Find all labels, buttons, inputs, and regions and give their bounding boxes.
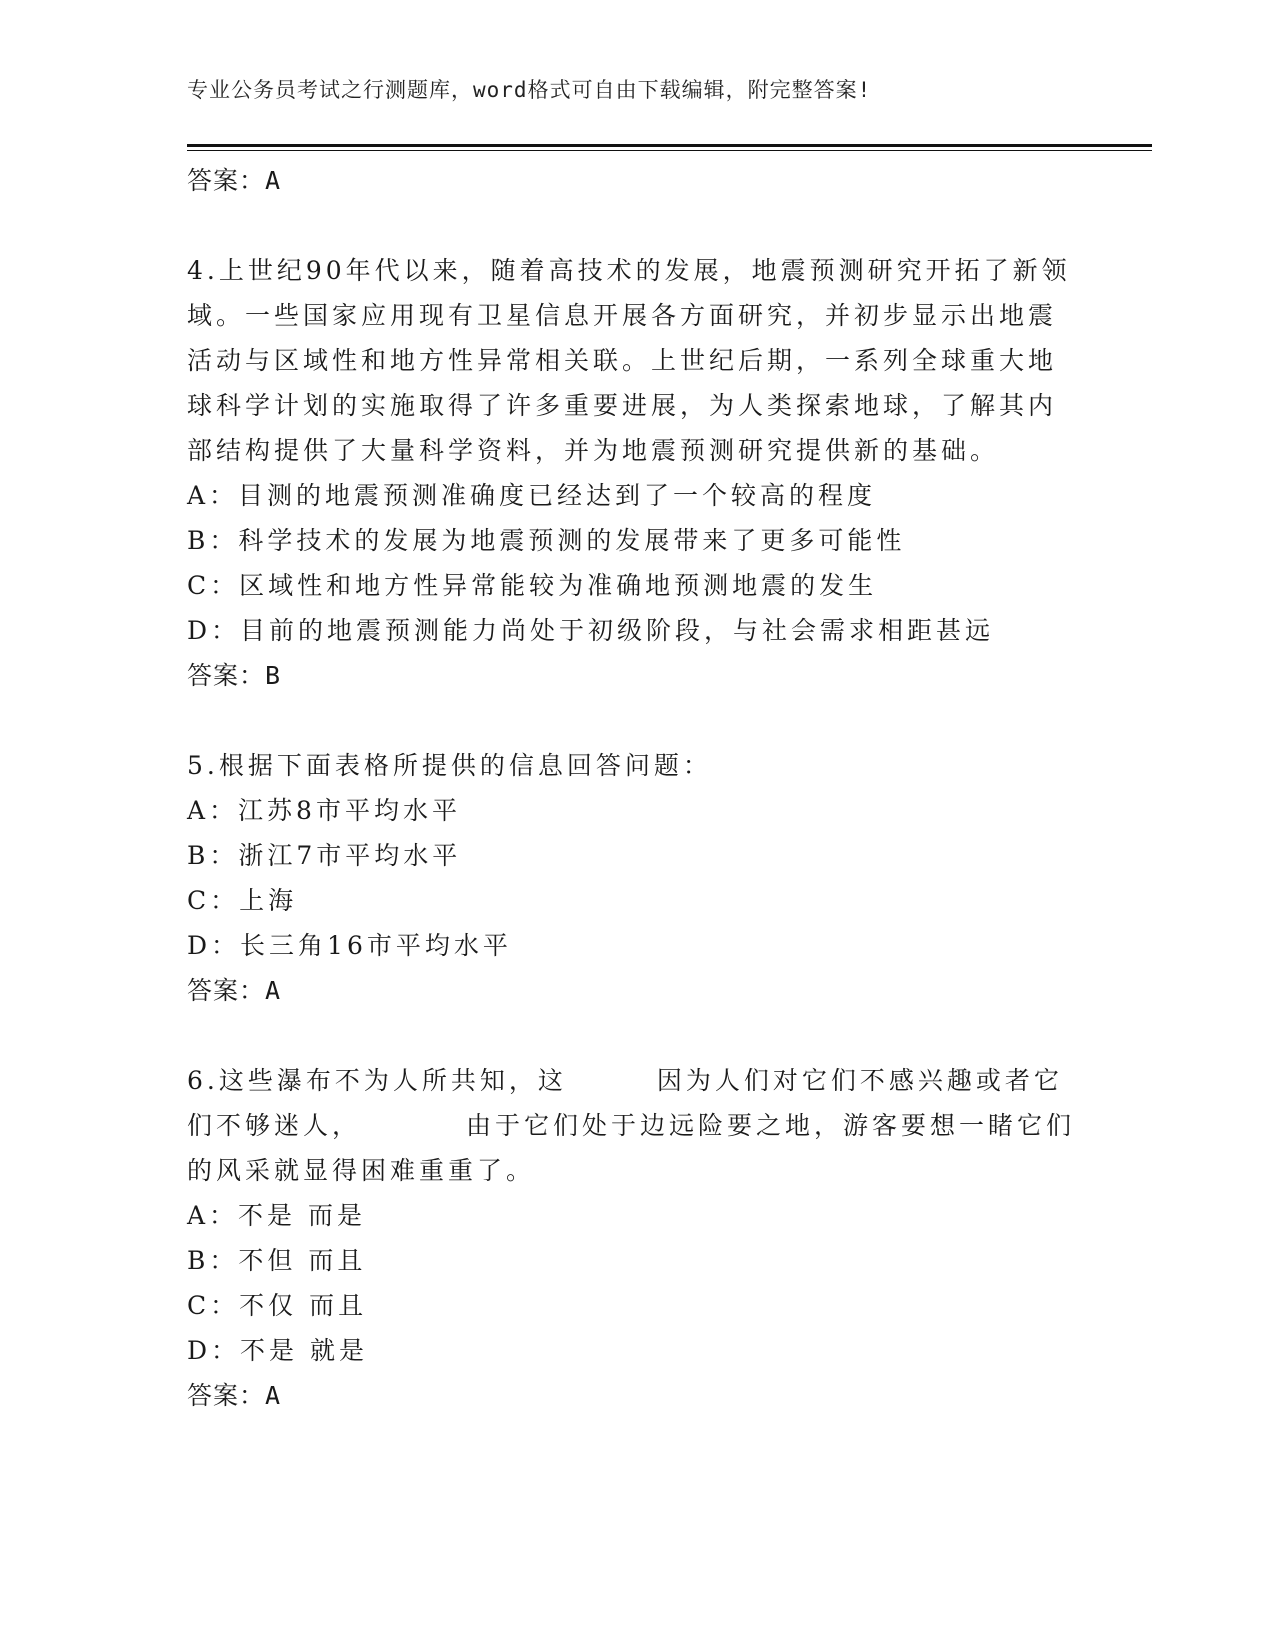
answer-label: 答案： [187, 166, 266, 195]
question-text-segment: 们不够迷人， [187, 1111, 362, 1140]
question-line: 4.上世纪90年代以来，随着高技术的发展，地震预测研究开拓了新领 [187, 256, 1071, 285]
question-5 [187, 743, 1087, 1013]
answer-label: 答案： [187, 661, 266, 690]
option-a: A：目测的地震预测准确度已经达到了一个较高的程度 [187, 481, 877, 510]
header-rule-thick [187, 144, 1152, 147]
question-4 [187, 248, 1087, 698]
option-a: A：不是 而是 [187, 1201, 367, 1230]
option-d: D：不是 就是 [187, 1336, 368, 1365]
answer-label: 答案： [187, 976, 266, 1005]
header-rule-thin [187, 150, 1152, 151]
answer-value: B [265, 661, 282, 690]
question-6 [187, 1058, 1087, 1418]
answer-value: A [265, 1381, 282, 1410]
question-text-segment: 6.这些瀑布不为人所共知，这 [187, 1066, 567, 1095]
question-4-answer [187, 653, 1087, 698]
option-b: B：科学技术的发展为地震预测的发展带来了更多可能性 [187, 526, 906, 555]
option-c: C：不仅 而且 [187, 1291, 368, 1320]
prev-answer [187, 158, 1087, 203]
option-d: D：目前的地震预测能力尚处于初级阶段，与社会需求相距甚远 [187, 616, 995, 645]
page-header: 专业公务员考试之行测题库，word格式可自由下载编辑，附完整答案! [187, 78, 872, 102]
answer-value: A [265, 166, 282, 195]
question-line: 活动与区域性和地方性异常相关联。上世纪后期，一系列全球重大地 [187, 346, 1058, 375]
question-6-answer [187, 1373, 1087, 1418]
option-d: D：长三角16市平均水平 [187, 931, 512, 960]
spacer [187, 698, 1087, 743]
question-line: 部结构提供了大量科学资料，并为地震预测研究提供新的基础。 [187, 436, 1000, 465]
question-line [187, 1058, 1087, 1103]
option-c: C：区域性和地方性异常能较为准确地预测地震的发生 [187, 571, 878, 600]
question-text-segment: 因为人们对它们不感兴趣或者它 [656, 1066, 1063, 1095]
option-b: B：不但 而且 [187, 1246, 367, 1275]
spacer [187, 203, 1087, 248]
question-5-answer [187, 968, 1087, 1013]
question-line: 的风采就显得困难重重了。 [187, 1156, 536, 1185]
question-line: 5.根据下面表格所提供的信息回答问题： [187, 751, 712, 780]
question-line [187, 1103, 1087, 1148]
question-text-segment: 由于它们处于边远险要之地，游客要想一睹它们 [466, 1111, 1076, 1140]
answer-value: A [265, 976, 282, 1005]
option-b: B：浙江7市平均水平 [187, 841, 462, 870]
answer-label: 答案： [187, 1381, 266, 1410]
option-c: C：上海 [187, 886, 298, 915]
document-body [187, 158, 1087, 1418]
spacer [187, 1013, 1087, 1058]
option-a: A：江苏8市平均水平 [187, 796, 461, 825]
question-line: 域。一些国家应用现有卫星信息开展各方面研究，并初步显示出地震 [187, 301, 1058, 330]
question-line: 球科学计划的实施取得了许多重要进展，为人类探索地球，了解其内 [187, 391, 1058, 420]
